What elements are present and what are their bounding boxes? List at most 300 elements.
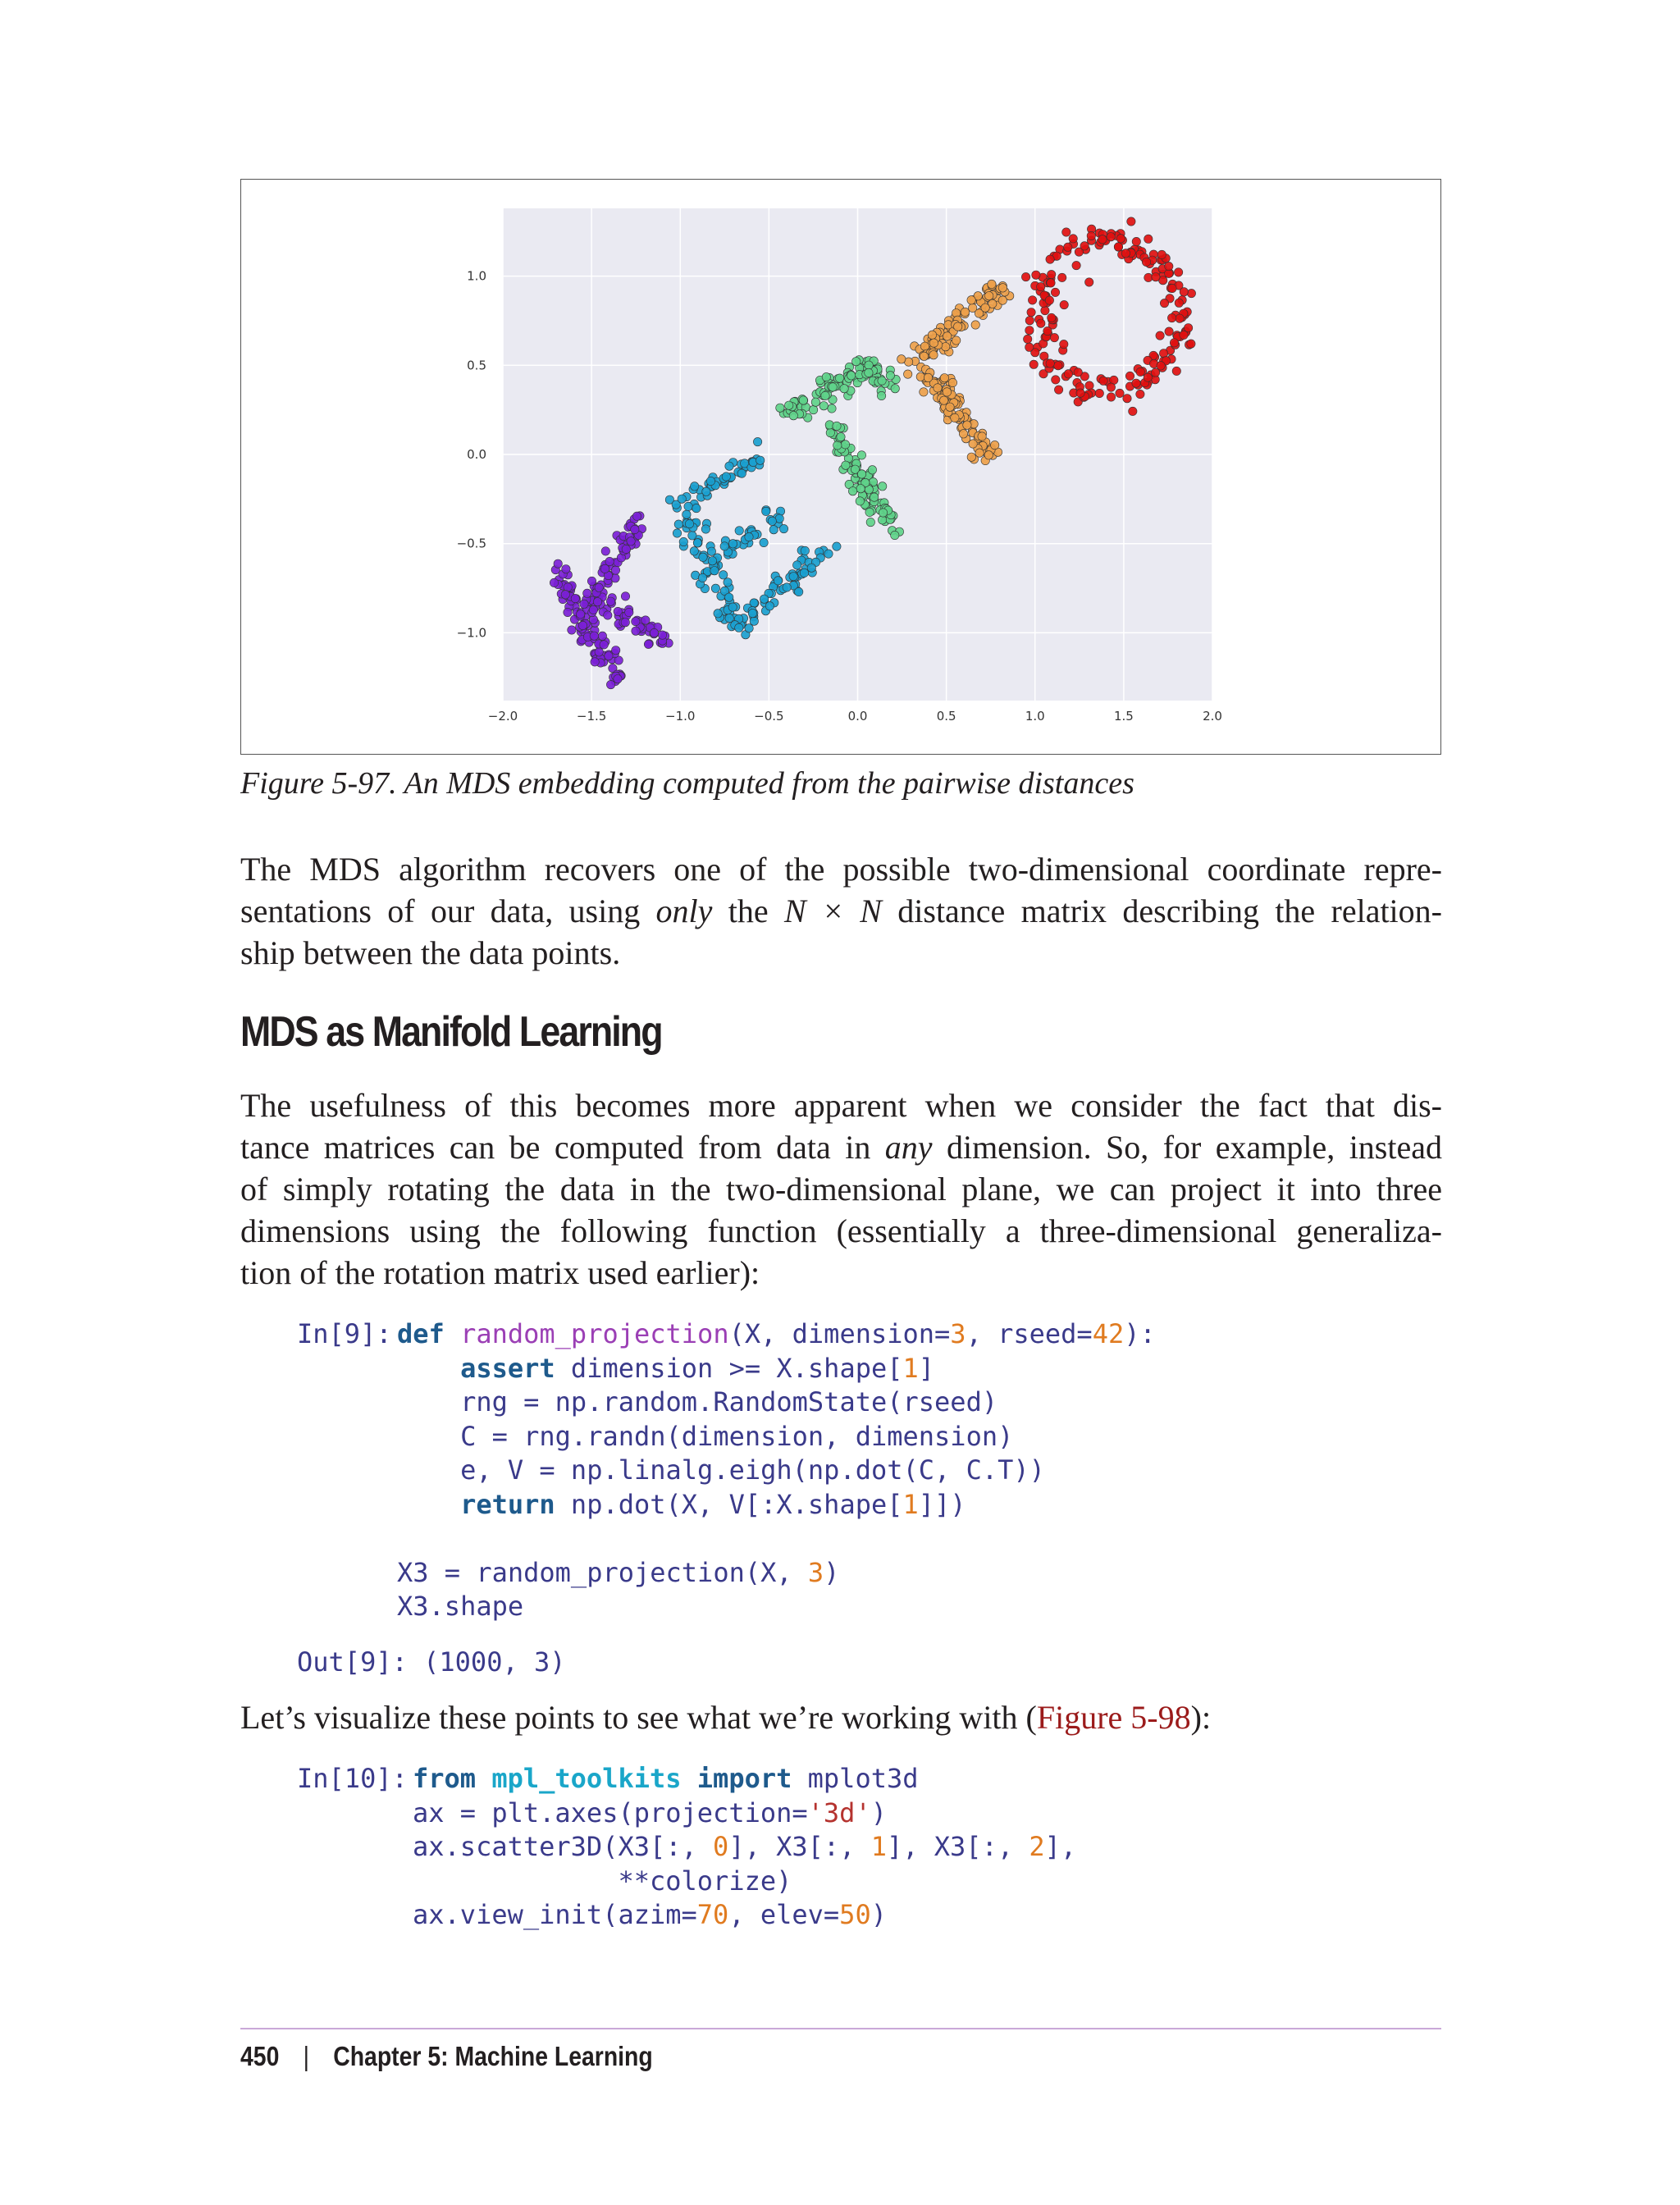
scatter-point [1028, 296, 1036, 304]
scatter-point [1156, 331, 1164, 340]
scatter-point [998, 296, 1007, 304]
scatter-point [879, 509, 887, 517]
code-block-2 [413, 1762, 1076, 1933]
scatter-point [595, 583, 603, 591]
scatter-point [693, 539, 701, 547]
scatter-point [562, 565, 570, 573]
scatter-point [998, 284, 1007, 292]
code-line: return np.dot(X, V[:X.shape[1]]) [460, 1488, 966, 1520]
code-line: assert dimension >= X.shape[1] [460, 1352, 935, 1384]
scatter-point [1085, 381, 1093, 390]
scatter-point [978, 432, 986, 441]
scatter-point [829, 383, 837, 391]
scatter-point [799, 396, 807, 404]
scatter-point [897, 355, 906, 363]
scatter-point [969, 440, 977, 448]
scatter-point [852, 358, 861, 366]
scatter-point [971, 321, 979, 329]
scatter-point [1043, 326, 1052, 335]
para2-line: of simply rotating the data in the two-dimensional plane, we can project it into three [240, 1171, 1442, 1208]
scatter-point [824, 550, 833, 558]
scatter-point [1116, 235, 1125, 243]
scatter-point [1085, 278, 1093, 286]
scatter-point [690, 547, 698, 555]
scatter-point [886, 372, 894, 380]
x-tick-label: −2.0 [487, 709, 518, 724]
y-tick-label: 1.0 [467, 268, 486, 284]
scatter-point [554, 559, 562, 568]
scatter-point [1072, 261, 1080, 269]
scatter-point [793, 561, 801, 569]
scatter-point [1027, 308, 1035, 317]
figure-5-98-link[interactable]: Figure 5-98 [1036, 1699, 1191, 1736]
scatter-point [625, 608, 633, 616]
scatter-point [688, 532, 696, 540]
scatter-point [1037, 319, 1045, 327]
scatter-point [1142, 258, 1150, 266]
scatter-point [728, 603, 737, 611]
scatter-point [981, 304, 989, 312]
scatter-point [1160, 299, 1168, 307]
y-tick-label: 0.5 [467, 358, 486, 373]
scatter-point [847, 372, 856, 380]
scatter-point [865, 508, 874, 516]
scatter-point [724, 578, 732, 587]
scatter-point [865, 361, 873, 369]
scatter-point [1132, 237, 1140, 245]
scatter-point [1167, 313, 1176, 322]
scatter-point [701, 525, 710, 533]
scatter-point [1107, 393, 1115, 401]
code-prompt-in-10: In[10]: [297, 1763, 408, 1794]
scatter-point [975, 449, 984, 457]
scatter-point [800, 568, 808, 577]
scatter-point [691, 482, 699, 491]
scatter-point [857, 451, 865, 459]
scatter-point [698, 573, 706, 582]
scatter-point [779, 524, 788, 532]
scatter-point [865, 368, 873, 377]
scatter-point [606, 597, 614, 605]
scatter-point [811, 398, 819, 406]
scatter-point [611, 566, 619, 574]
x-tick-label: 0.0 [847, 709, 868, 724]
scatter-point [725, 462, 733, 470]
scatter-point [868, 466, 876, 474]
scatter-point [605, 557, 614, 565]
scatter-point [967, 453, 975, 461]
scatter-point [679, 537, 687, 546]
scatter-point [1060, 340, 1068, 348]
x-tick-label: 0.5 [936, 709, 956, 724]
scatter-point [1114, 243, 1122, 251]
scatter-point [711, 584, 719, 592]
scatter-point [904, 370, 912, 378]
scatter-point [591, 658, 599, 666]
y-tick-label: −0.5 [456, 536, 486, 551]
scatter-point [891, 531, 899, 539]
scatter-point [954, 322, 962, 331]
page-footer [240, 2041, 653, 2072]
scatter-point [842, 461, 850, 469]
code-line: from mpl_toolkits import mplot3d [413, 1763, 919, 1794]
x-tick-label: −0.5 [754, 709, 784, 724]
scatter-point [866, 518, 874, 526]
scatter-point [593, 598, 601, 606]
scatter-point [942, 343, 950, 351]
para1-line: sentations of our data, using only the N × N distance matrix describing the relation- [240, 892, 1442, 929]
scatter-point [605, 652, 613, 660]
scatter-point [1099, 377, 1107, 385]
scatter-point [735, 527, 743, 535]
scatter-point [920, 352, 928, 360]
scatter-point [719, 571, 728, 579]
scatter-point [1047, 279, 1055, 287]
code-line: **colorize) [413, 1865, 792, 1897]
scatter-point [1125, 372, 1134, 380]
scatter-point [963, 421, 971, 429]
code-block-1 [397, 1317, 1156, 1624]
paragraph-visualize: Let’s visualize these points to see what we’re working with (Figure 5-98): [240, 1699, 1212, 1736]
scatter-point [801, 546, 809, 555]
scatter-point [1046, 359, 1054, 368]
scatter-point [606, 680, 614, 688]
scatter-point [1144, 373, 1152, 381]
scatter-point [1069, 235, 1077, 243]
scatter-point [760, 538, 768, 546]
scatter-point [710, 567, 719, 575]
scatter-point [1048, 313, 1056, 322]
scatter-point [1052, 376, 1060, 384]
code-line: def random_projection(X, dimension=3, rseed=42): [397, 1318, 1156, 1349]
scatter-point [571, 594, 579, 602]
scatter-point [1076, 389, 1084, 397]
scatter-point [1046, 255, 1054, 263]
scatter-point [774, 577, 782, 585]
scatter-point [1187, 340, 1195, 348]
scatter-point [706, 477, 714, 485]
scatter-point [943, 388, 951, 396]
scatter-point [714, 609, 722, 618]
code-line: X3 = random_projection(X, 3) [397, 1556, 840, 1588]
scatter-point [984, 451, 993, 459]
scatter-point [1074, 368, 1082, 377]
code-line: e, V = np.linalg.eigh(np.dot(C, C.T)) [397, 1454, 1045, 1486]
paragraph-usefulness [240, 1084, 1442, 1294]
scatter-point [920, 388, 928, 396]
code-line: ax = plt.axes(projection='3d') [413, 1796, 887, 1828]
scatter-point [587, 577, 596, 585]
scatter-point [988, 280, 996, 288]
scatter-point [828, 404, 836, 413]
scatter-point [760, 595, 768, 603]
figure-caption: Figure 5-97. An MDS embedding computed from the pairwise distances [240, 766, 1134, 801]
scatter-point [750, 617, 758, 625]
paragraph-mds-recovers [240, 848, 1442, 974]
scatter-point [745, 532, 753, 541]
scatter-point [940, 374, 948, 382]
scatter-point [1151, 368, 1159, 377]
y-tick-label: −1.0 [456, 625, 486, 641]
scatter-point [1132, 379, 1140, 387]
scatter-point [632, 627, 640, 635]
scatter-point [595, 648, 603, 656]
scatter-point [795, 587, 803, 596]
scatter-point [837, 432, 845, 441]
scatter-point [819, 402, 828, 410]
scatter-point [1098, 235, 1107, 244]
code-line: ax.scatter3D(X3[:, 0], X3[:, 1], X3[:, 2], [413, 1831, 1077, 1862]
scatter-point [583, 589, 591, 597]
scatter-point [789, 412, 797, 420]
scatter-point [756, 456, 765, 464]
scatter-point [856, 497, 864, 505]
scatter-point [940, 396, 948, 404]
scatter-point [745, 624, 753, 632]
scatter-point [959, 430, 967, 438]
scatter-point [985, 292, 993, 300]
chapter-title: Chapter 5: Machine Learning [333, 2041, 653, 2071]
scatter-point [924, 373, 932, 381]
scatter-point [769, 526, 778, 534]
scatter-point [621, 592, 629, 600]
scatter-point [604, 611, 612, 619]
scatter-point [632, 617, 640, 625]
scatter-point [627, 537, 635, 546]
scatter-point [590, 632, 598, 640]
scatter-point [725, 593, 733, 601]
scatter-point [783, 583, 791, 591]
x-tick-label: 1.0 [1025, 709, 1045, 724]
para2-line: The usefulness of this becomes more apparent when we consider the fact that dis- [240, 1087, 1442, 1124]
scatter-point [598, 632, 606, 640]
scatter-point [674, 520, 682, 528]
scatter-point [1062, 228, 1071, 236]
scatter-point [961, 308, 969, 316]
scatter-point [967, 296, 975, 304]
page-number: 450 [240, 2041, 280, 2071]
scatter-point [614, 675, 622, 683]
x-tick-label: 2.0 [1203, 709, 1222, 724]
scatter-point [948, 378, 956, 386]
scatter-point [600, 641, 608, 649]
scatter-point [807, 564, 815, 572]
scatter-point [577, 610, 585, 619]
scatter-point [600, 564, 609, 573]
scatter-point [1051, 288, 1059, 296]
scatter-point [621, 619, 629, 627]
x-tick-label: 1.5 [1113, 709, 1134, 724]
scatter-point [1041, 306, 1049, 314]
scatter-point [685, 519, 693, 527]
scatter-point [1064, 243, 1072, 251]
code-line: X3.shape [397, 1591, 524, 1622]
scatter-point [673, 529, 681, 537]
scatter-point [622, 545, 630, 553]
figure-frame [240, 179, 1441, 755]
scatter-point [631, 525, 639, 533]
para2-line: tance matrices can be computed from data in any dimension. So, for example, instead [240, 1129, 1442, 1166]
scatter-point [735, 623, 743, 632]
scatter-point [753, 437, 761, 445]
scatter-point [1025, 326, 1034, 335]
scatter-point [1095, 389, 1103, 397]
scatter-point [1087, 231, 1095, 240]
scatter-point [776, 404, 784, 412]
scatter-point [833, 422, 841, 430]
scatter-point [879, 482, 887, 491]
scatter-point [1152, 273, 1160, 281]
scatter-point [946, 403, 954, 411]
scatter-point [1123, 395, 1131, 403]
para1-line: ship between the data points. [240, 934, 621, 971]
scatter-point [826, 428, 834, 436]
scatter-point [840, 385, 848, 393]
scatter-point [929, 339, 938, 347]
scatter-point [1024, 335, 1032, 343]
scatter-point [969, 304, 977, 312]
scatter-point [1050, 333, 1058, 341]
scatter-point [748, 609, 756, 617]
scatter-point [564, 608, 572, 616]
scatter-point [702, 487, 710, 495]
scatter-point [848, 487, 856, 495]
scatter-point [934, 384, 942, 392]
scatter-point [833, 542, 841, 550]
scatter-point [1080, 242, 1089, 250]
scatter-point [1175, 299, 1183, 307]
code-line: ax.view_init(azim=70, elev=50) [413, 1899, 887, 1930]
scatter-point [641, 616, 650, 624]
scatter-point [1121, 249, 1130, 258]
code-line: rng = np.random.RandomState(rseed) [397, 1386, 998, 1418]
footer-separator: | [303, 2041, 309, 2071]
scatter-point [1058, 273, 1066, 281]
scatter-point [1172, 367, 1180, 375]
scatter-point [1159, 349, 1167, 358]
scatter-point [1025, 317, 1034, 325]
scatter-point [821, 391, 829, 399]
scatter-point [952, 336, 961, 345]
scatter-point [857, 470, 865, 478]
scatter-point [678, 495, 686, 503]
scatter-point [601, 547, 609, 555]
scatter-point [1107, 383, 1115, 391]
scatter-point [708, 557, 716, 565]
scatter-point [856, 485, 865, 493]
code-line: C = rng.randn(dimension, dimension) [397, 1420, 1014, 1452]
scatter-point [878, 377, 886, 385]
scatter-point [1037, 282, 1045, 290]
scatter-point [737, 469, 746, 477]
scatter-point [1170, 339, 1178, 347]
scatter-point [762, 507, 770, 515]
scatter-point [722, 472, 730, 481]
scatter-point [1048, 270, 1056, 278]
scatter-point [561, 591, 569, 599]
code-output: Out[9]: (1000, 3) [297, 1646, 566, 1678]
scatter-point [728, 540, 737, 548]
scatter-point [1032, 271, 1040, 279]
scatter-point [1157, 250, 1166, 258]
para2-line: dimensions using the following function (essentially a three-dimensional generaliza- [240, 1212, 1442, 1249]
scatter-point [589, 605, 597, 614]
scatter-point [1187, 289, 1195, 297]
scatter-point [809, 405, 817, 413]
scatter-point [951, 413, 959, 422]
scatter-point [1168, 284, 1176, 292]
scatter-point [568, 626, 576, 634]
scatter-point [870, 493, 879, 501]
scatter-point [1174, 268, 1182, 276]
para1-line: The MDS algorithm recovers one of the possible two-dimensional coordinate repre- [240, 851, 1442, 888]
scatter-point [916, 372, 924, 381]
scatter-point [699, 553, 707, 561]
scatter-point [1107, 233, 1115, 241]
scatter-point [943, 332, 952, 340]
scatter-point [789, 573, 797, 581]
code-prompt-in-9: In[9]: [297, 1318, 392, 1349]
scatter-point [891, 385, 899, 393]
scatter-point [991, 441, 999, 449]
scatter-point [1176, 314, 1184, 322]
scatter-point [580, 600, 588, 608]
scatter-point [768, 517, 776, 525]
scatter-point [822, 372, 830, 381]
scatter-point [1180, 331, 1188, 339]
scatter-point [612, 646, 620, 655]
footer-rule [240, 2028, 1441, 2029]
scatter-point [1144, 235, 1153, 243]
scatter-point [684, 502, 692, 510]
scatter-point [1129, 407, 1137, 415]
scatter-point [1064, 370, 1072, 378]
scatter-point [644, 640, 652, 648]
para2-line: tion of the rotation matrix used earlier): [240, 1254, 760, 1291]
scatter-point [877, 391, 885, 399]
scatter-point [1025, 343, 1034, 351]
scatter-point [692, 504, 701, 512]
scatter-point [929, 351, 938, 359]
x-tick-label: −1.0 [665, 709, 696, 724]
scatter-point [720, 542, 728, 550]
scatter-point [1127, 217, 1135, 226]
scatter-point [1136, 368, 1144, 376]
scatter-point [1054, 386, 1062, 394]
scatter-point [928, 331, 936, 339]
section-heading: MDS as Manifold Learning [240, 1008, 662, 1056]
scatter-point [1136, 390, 1144, 398]
scatter-point [1116, 389, 1124, 397]
scatter-point [785, 401, 793, 409]
scatter-point [550, 578, 558, 587]
scatter-point [1180, 288, 1188, 296]
scatter-point [578, 621, 587, 629]
y-tick-label: 0.0 [467, 447, 486, 462]
mds-scatter-plot [241, 180, 1442, 756]
scatter-point [632, 512, 641, 520]
scatter-point [1165, 327, 1173, 336]
scatter-point [1060, 300, 1068, 308]
x-tick-label: −1.5 [576, 709, 607, 724]
scatter-point [650, 628, 658, 637]
scatter-point [658, 631, 666, 639]
scatter-point [765, 602, 774, 610]
scatter-point [682, 510, 691, 518]
scatter-point [1165, 262, 1173, 270]
scatter-point [1029, 360, 1038, 368]
scatter-point [1045, 296, 1053, 304]
